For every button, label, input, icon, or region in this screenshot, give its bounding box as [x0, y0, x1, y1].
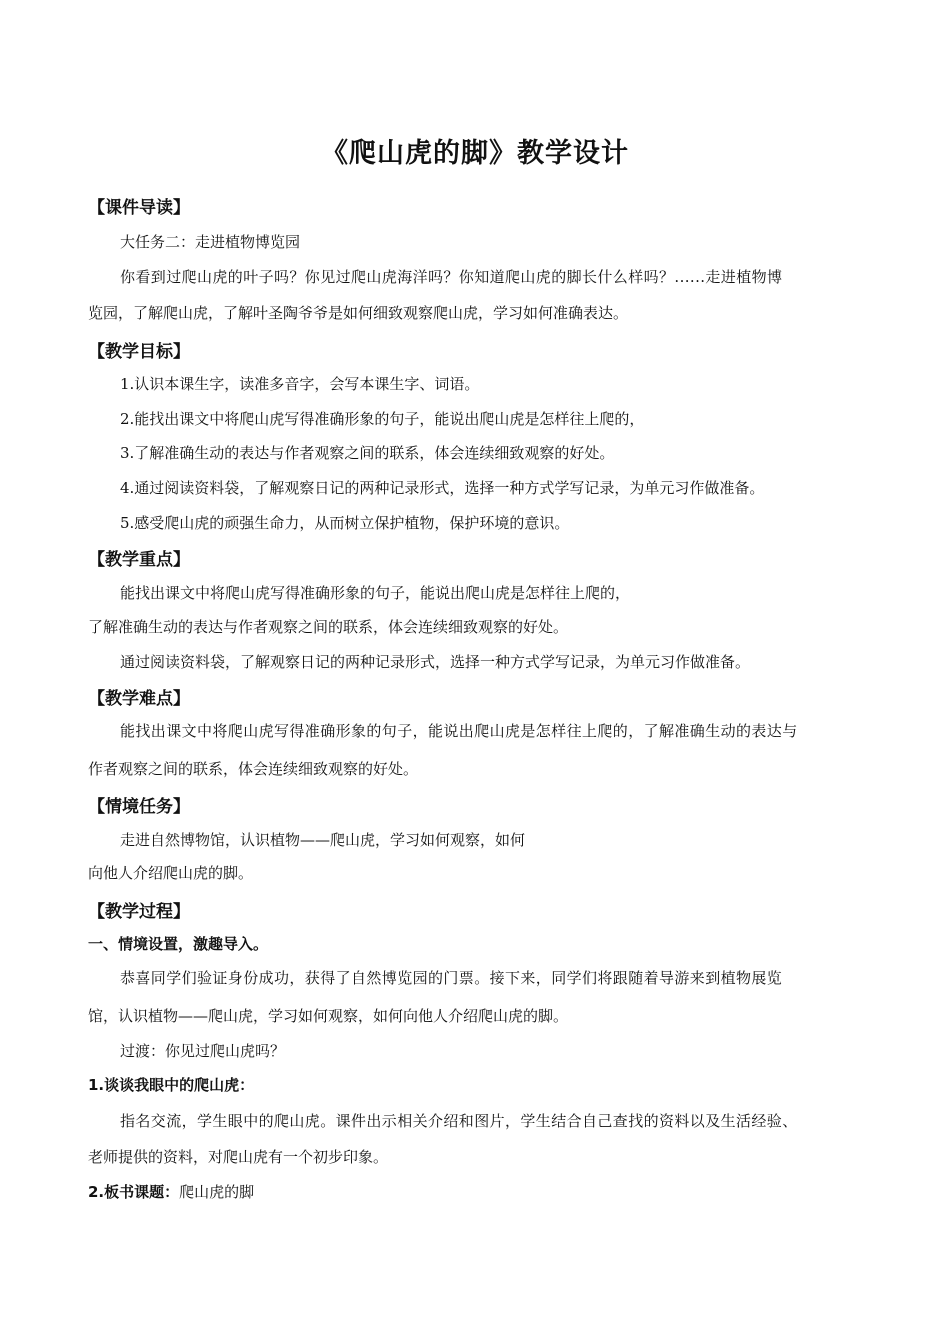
situation-line1: 走进自然博物馆，认识植物——爬山虎，学习如何观察，如何	[120, 831, 526, 849]
process-sub2-label: 2.板书课题：	[88, 1183, 180, 1201]
process-sub1-title: 1.谈谈我眼中的爬山虎：	[88, 1076, 255, 1094]
goal-item-4: 4.通过阅读资料袋，了解观察日记的两种记录形式，选择一种方式学写记录，为单元习作做准备。	[120, 479, 765, 497]
heading-difficult-points: 【教学难点】	[88, 689, 190, 709]
intro-task: 大任务二：走进植物博览园	[120, 233, 301, 251]
heading-situation-task: 【情境任务】	[88, 797, 190, 817]
heading-teaching-process: 【教学过程】	[88, 902, 190, 922]
process-sub1-line1: 指名交流，学生眼中的爬山虎。课件出示相关介绍和图片，学生结合自己查找的资料以及生活经验、	[120, 1112, 798, 1130]
intro-paragraph-line2: 览园，了解爬山虎，了解叶圣陶爷爷是如何细致观察爬山虎，学习如何准确表达。	[88, 304, 629, 322]
difficult-point-line1: 能找出课文中将爬山虎写得准确形象的句子，能说出爬山虎是怎样往上爬的，了解准确生动的表达与	[120, 722, 798, 740]
process-transition: 过渡：你见过爬山虎吗？	[120, 1042, 286, 1060]
key-point-line2: 了解准确生动的表达与作者观察之间的联系，体会连续细致观察的好处。	[88, 618, 569, 636]
process-step1-line1: 恭喜同学们验证身份成功，获得了自然博览园的门票。接下来，同学们将跟随着导游来到植物展览	[120, 969, 783, 987]
goal-item-2: 2.能找出课文中将爬山虎写得准确形象的句子，能说出爬山虎是怎样往上爬的，	[120, 410, 645, 428]
goal-item-1: 1.认识本课生字，读准多音字，会写本课生字、词语。	[120, 375, 480, 393]
key-point-line1: 能找出课文中将爬山虎写得准确形象的句子，能说出爬山虎是怎样往上爬的，	[120, 584, 631, 602]
process-sub1-line2: 老师提供的资料，对爬山虎有一个初步印象。	[88, 1148, 389, 1166]
intro-paragraph-line1: 你看到过爬山虎的叶子吗？你见过爬山虎海洋吗？你知道爬山虎的脚长什么样吗？......走进植物博	[120, 268, 783, 286]
heading-key-points: 【教学重点】	[88, 550, 190, 570]
difficult-point-line2: 作者观察之间的联系，体会连续细致观察的好处。	[88, 760, 419, 778]
heading-teaching-goals: 【教学目标】	[88, 342, 190, 362]
goal-item-5: 5.感受爬山虎的顽强生命力，从而树立保护植物，保护环境的意识。	[120, 514, 570, 532]
process-step1-line2: 馆，认识植物——爬山虎，学习如何观察，如何向他人介绍爬山虎的脚。	[88, 1007, 569, 1025]
key-point-line3: 通过阅读资料袋，了解观察日记的两种记录形式，选择一种方式学写记录，为单元习作做准备。	[120, 653, 751, 671]
goal-item-3: 3.了解准确生动的表达与作者观察之间的联系，体会连续细致观察的好处。	[120, 444, 615, 462]
process-sub2	[88, 1181, 868, 1202]
process-step1-title: 一、情境设置，激趣导入。	[88, 935, 269, 953]
situation-line2: 向他人介绍爬山虎的脚。	[88, 864, 254, 882]
document-title: 《爬山虎的脚》教学设计	[321, 138, 629, 169]
process-sub2-text: 爬山虎的脚	[179, 1183, 255, 1201]
heading-course-intro: 【课件导读】	[88, 198, 190, 218]
